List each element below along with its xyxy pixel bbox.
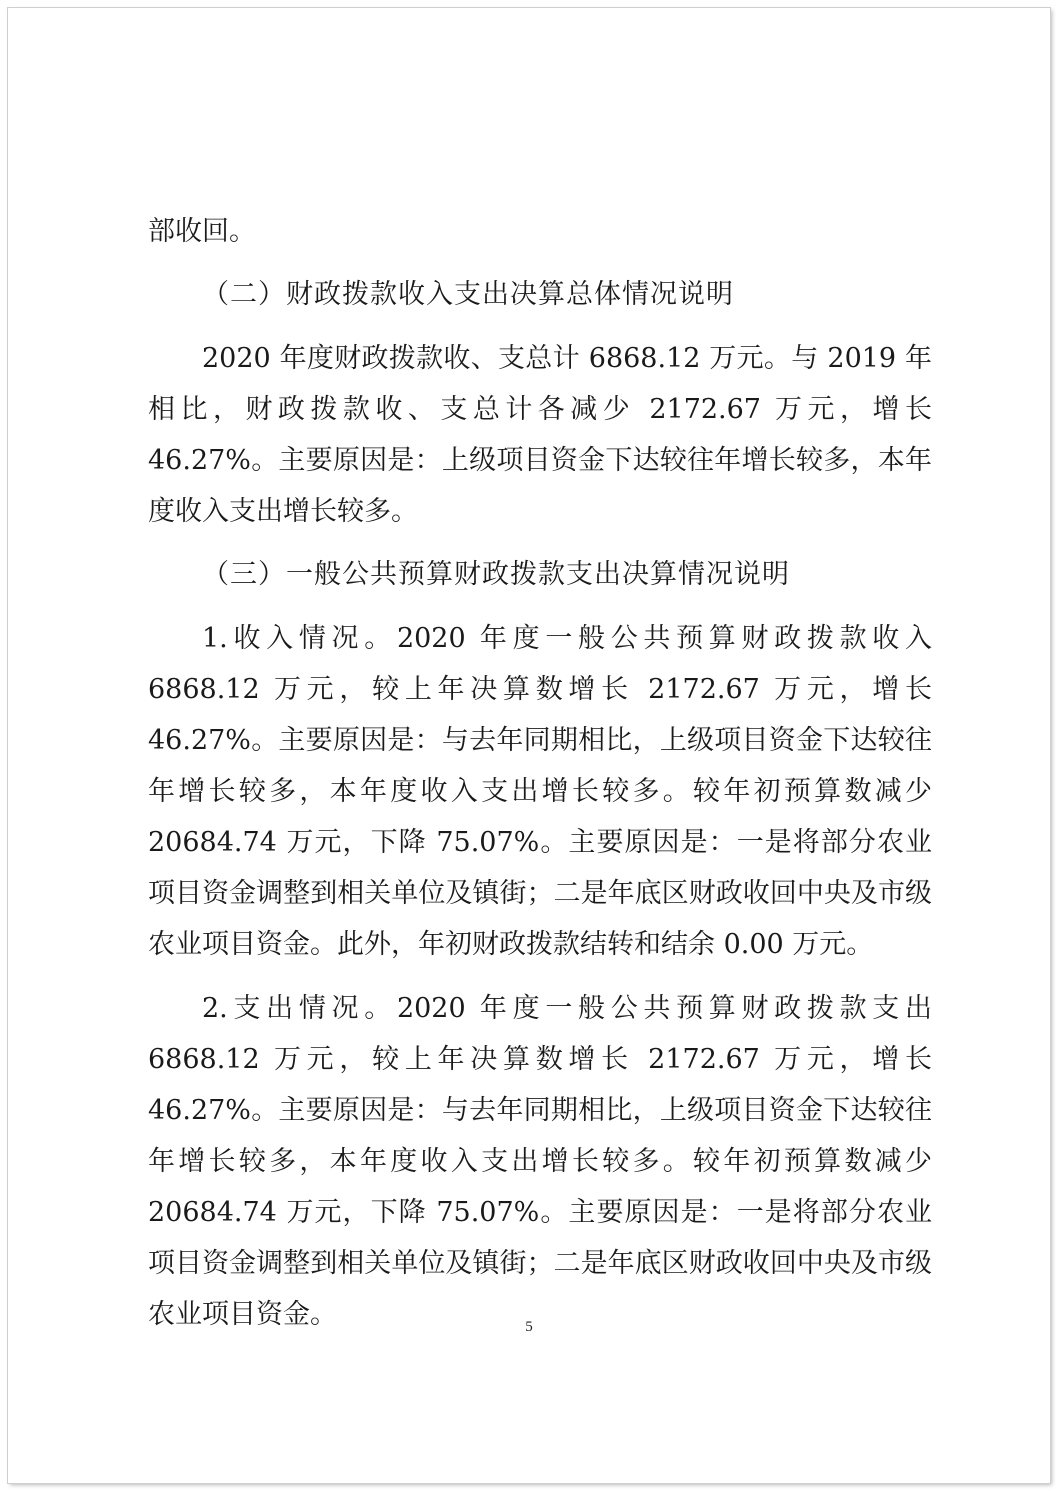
- document-body: [148, 206, 932, 1340]
- page-number: 5: [525, 1319, 533, 1335]
- income-paragraph: 1.收入情况。2020 年度一般公共预算财政拨款收入 6868.12 万元，较上年决算数增长 2172.67 万元，增长 46.27%。主要原因是：与去年同期相比，上级项目资金下达较往年增长较多，本年度收入支出增长较多。较年初预算数减少 20684.74 万元，下降 75.07%。主要原因是：一是将部分农业项目资金调整到相关单位及镇街；二是年底区财政收回中央及市级农业项目资金。此外，年初财政拨款结转和结余 0.00 万元。: [148, 623, 932, 960]
- section-heading-2: （二）财政拨款收入支出决算总体情况说明: [202, 279, 734, 310]
- document-page: [8, 8, 1050, 1483]
- continuation-text: 部收回。: [148, 216, 256, 247]
- section-2-paragraph: 2020 年度财政拨款收、支总计 6868.12 万元。与 2019 年相比，财政拨款收、支总计各减少 2172.67 万元，增长 46.27%。主要原因是：上级项目资金下达较往年增长较多，本年度收入支出增长较多。: [148, 343, 932, 527]
- expenditure-paragraph: 2.支出情况。2020 年度一般公共预算财政拨款支出 6868.12 万元，较上年决算数增长 2172.67 万元，增长 46.27%。主要原因是：与去年同期相比，上级项目资金下达较往年增长较多，本年度收入支出增长较多。较年初预算数减少 20684.74 万元，下降 75.07%。主要原因是：一是将部分农业项目资金调整到相关单位及镇街；二是年底区财政收回中央及市级农业项目资金。: [148, 993, 932, 1330]
- section-heading-3: （三）一般公共预算财政拨款支出决算情况说明: [202, 559, 790, 590]
